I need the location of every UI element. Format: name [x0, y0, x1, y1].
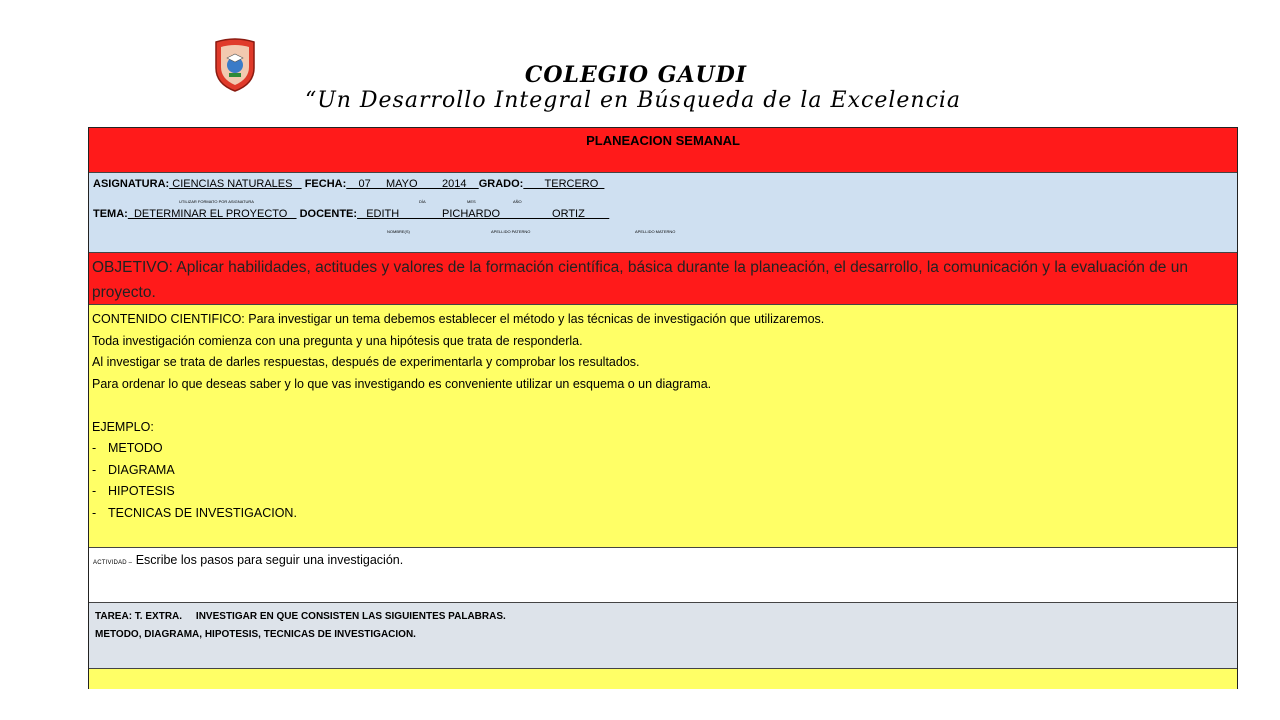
contenido-line: Al investigar se trata de darles respuestas, después de experimentarla y comprobar los resultados.: [92, 355, 640, 369]
fecha-value: 07 MAYO 2014: [346, 178, 479, 190]
tema-label: TEMA:: [93, 208, 128, 220]
small-dia-hint: DÍA: [419, 199, 426, 204]
asignatura-line: [93, 178, 604, 190]
tarea-line-2: METODO, DIAGRAMA, HIPOTESIS, TECNICAS DE INVESTIGACION.: [95, 629, 416, 640]
tema-value: DETERMINAR EL PROYECTO: [127, 208, 297, 220]
grado-label: GRADO:: [478, 178, 524, 190]
small-nombre-hint: NOMBRE(S): [387, 229, 410, 234]
small-mes-hint: MES: [467, 199, 476, 204]
weekly-plan-sheet: [88, 127, 1238, 689]
contenido-block: [92, 309, 824, 524]
contenido-line: Para ordenar lo que deseas saber y lo que vas investigando es conveniente utilizar un esquema o un diagrama.: [92, 376, 712, 391]
asignatura-value: CIENCIAS NATURALES: [169, 178, 302, 190]
contenido-row: [89, 305, 1237, 548]
asignatura-label: ASIGNATURA:: [93, 178, 170, 190]
list-item: - HIPOTESIS: [92, 481, 824, 503]
actividad-row: [89, 548, 1237, 603]
tarea-row: [89, 603, 1237, 669]
plan-title: PLANEACION SEMANAL: [586, 133, 740, 148]
small-ano-hint: AÑO: [513, 199, 522, 204]
tema-line: [93, 208, 609, 220]
actividad-block: [93, 553, 403, 567]
tarea-line-1: TAREA: T. EXTRA. INVESTIGAR EN QUE CONSISTEN LAS SIGUIENTES PALABRAS.: [95, 611, 506, 622]
list-item: - METODO: [92, 438, 824, 460]
spacer: [92, 395, 824, 417]
plan-header-row: [89, 173, 1237, 253]
grado-value: TERCERO: [523, 178, 605, 190]
actividad-text: Escribe los pasos para seguir una investigación.: [135, 553, 404, 567]
footer-row: [89, 669, 1237, 689]
small-materno-hint: APELLIDO MATERNO: [635, 229, 676, 234]
actividad-label: ACTIVIDAD –: [93, 560, 133, 566]
tarea-block: [95, 608, 506, 644]
objetivo-text: OBJETIVO: Aplicar habilidades, actitudes y valores de la formación científica, básica durante la planeación, el desarrollo, la comunicación y la evaluación de un proyecto.: [92, 259, 1188, 301]
small-asignatura-hint: UTILIZAR FORMATO POR ASIGNATURA: [179, 199, 254, 204]
school-motto: “Un Desarrollo Integral en Búsqueda de la Excelencia: [304, 88, 962, 113]
docente-label: DOCENTE:: [299, 208, 358, 220]
docente-value: EDITH PICHARDO ORTIZ: [357, 208, 610, 220]
ejemplo-list: [92, 438, 824, 524]
school-name: COLEGIO GAUDI: [524, 62, 748, 88]
plan-title-row: [89, 128, 1237, 173]
contenido-line: CONTENIDO CIENTIFICO: Para investigar un tema debemos establecer el método y las técnicas de investigación que utilizaremos.: [92, 312, 825, 326]
list-item: - DIAGRAMA: [92, 460, 824, 482]
ejemplo-label: EJEMPLO:: [92, 419, 154, 434]
contenido-line: Toda investigación comienza con una pregunta y una hipótesis que trata de responderla.: [92, 333, 583, 348]
small-paterno-hint: APELLIDO PATERNO: [491, 229, 531, 234]
list-item: - TECNICAS DE INVESTIGACION.: [92, 503, 824, 525]
fecha-label: FECHA:: [304, 178, 347, 190]
objetivo-row: [89, 253, 1237, 305]
